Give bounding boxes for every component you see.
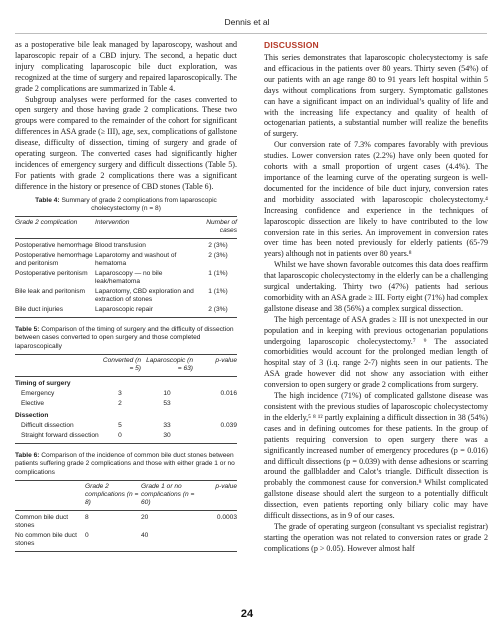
table-cell: Blood transfusion (95, 242, 146, 250)
table-cell: Elective (21, 399, 45, 407)
table-section-row (15, 409, 237, 422)
table-cell: Postoperative hemorrhage (15, 242, 93, 250)
table-cell: 1 (1%) (208, 270, 228, 278)
table-cell: 0 (85, 531, 141, 551)
column-header: Laparoscopic (n = 63) (141, 354, 193, 376)
header-rule (15, 33, 487, 34)
table-row (15, 422, 237, 432)
table-cell: 2 (3%) (199, 306, 237, 318)
table-6-grid (15, 480, 237, 552)
table-cell: Laparotomy, CBD exploration and extraction of stones (95, 288, 194, 304)
table-4-caption (15, 197, 237, 216)
table-cell: 20 (141, 513, 149, 521)
table-section-row (15, 376, 237, 389)
body-paragraph: Our conversion rate of 7.3% compares favorably with previous studies. Lower conversion rates (2.2%) have only been quoted for cohorts with a small proportion of urgent cases (4.4%). The importance of the learning curve of the operating surgeon is well-documented for the incidence of bile duct injury, conversion rates and morbidity associated with laparoscopic cholecystectomy.⁴ Increasing confidence and experience in the techniques of laparoscopic dissection are likely to have contributed to the low conversion rate in this series. An improvement in conversion rates over time has been noted previously for elderly patients (65-79 years) although not in patients over 80 years.⁸ (264, 140, 488, 259)
table-cell (193, 432, 237, 444)
table-5-caption-text: Comparison of the timing of surgery and the difficulty of dissection between cases converted to open surgery and those completed laparoscopically (15, 326, 234, 350)
table-cell: 2 (118, 399, 122, 407)
table-6-caption (15, 452, 237, 480)
table-cell: 30 (141, 432, 193, 444)
table-cell: Laparotomy and washout of hematoma (95, 252, 177, 268)
table-header-row (15, 354, 237, 376)
column-header: Number of cases (199, 217, 237, 239)
table-6-label: Table 6: (15, 452, 40, 460)
table-cell: 53 (163, 399, 171, 407)
table-row (15, 252, 237, 270)
table-cell: 0.039 (220, 422, 237, 430)
table-cell: Postoperative hemorrhage and peritonism (15, 252, 93, 268)
table-cell: 0.0003 (216, 513, 237, 521)
column-header: Converted (n = 5) (99, 354, 141, 376)
body-paragraph: The high percentage of ASA grades ≥ III is not unexpected in our population and in keeping with previous octogenarian populations undergoing laparoscopic cholecystectomy.⁷ ⁹ The associated comorbidities would account for the prolonged median length of hospital stay of 3 (i.q. range 2-7) nights seen in our patients. The ASA grade however did not show any association with either conversion to open surgery or grade 2 complications from surgery. (264, 314, 488, 390)
body-paragraph: as a postoperative bile leak managed by laparoscopy, washout and laparoscopic repair of a CBD injury. The second, a hepatic duct injury complicating laparoscopic bile duct exploration, was recognized at the time of surgery and repaired laparoscopically. The grade 2 complications are summarized in Table 4. (15, 40, 237, 93)
table-cell: Laparoscopy — no bile leak/hematoma (95, 270, 163, 286)
body-paragraph: Subgroup analyses were performed for the cases converted to open surgery and those having grade 2 complications. These two groups were compared to the remainder of the cohort for significant differences in ASA grade (≥ III), age, sex, complications of gallstone disease, difficulty of dissection, timing of surgery and grade of operating surgeon. The converted cases had significantly higher incidences of emergency surgery and difficult dissections (Table 5). For patients with grade 2 complications there was a significant difference in the history or presence of CBD stones (Table 6). (15, 94, 237, 191)
table-cell: 0 (99, 432, 141, 444)
column-header: Grade 1 or no complications (n = 60) (141, 480, 199, 510)
body-paragraph: The grade of operating surgeon (consultant vs specialist registrar) starting the operation was not related to conversion rates or grade 2 complications (p > 0.05). However almost half (264, 521, 488, 553)
table-row (15, 288, 237, 306)
table-5-label: Table 5: (15, 326, 40, 334)
section-heading-discussion: DISCUSSION (264, 40, 319, 50)
table-cell: 40 (141, 531, 199, 551)
table-cell: 3 (118, 389, 122, 397)
body-paragraph: Whilst we have shown favorable outcomes this data does reaffirm that laparoscopic cholecystectomy in the elderly can be a challenging surgical undertaking. Thirty two (47%) patients had serious comorbidity with an ASA grade ≥ III. Forty eight (71%) had complex gallstone disease and 38 (56%) a complex surgical dissection. (264, 260, 488, 313)
table-cell: 10 (163, 389, 171, 397)
table-cell: 2 (3%) (208, 252, 228, 260)
column-header: p-value (193, 354, 237, 376)
table-row (15, 531, 237, 551)
table-row (15, 239, 237, 252)
table-cell: Common bile duct stones (15, 513, 69, 529)
table-cell: No common bile duct stones (15, 531, 85, 551)
table-header-row (15, 217, 237, 239)
table-6 (15, 452, 237, 552)
table-cell: Straight forward dissection (15, 432, 99, 444)
table-4-label: Table 4: (35, 196, 60, 204)
table-cell: Bile leak and peritonism (15, 288, 86, 296)
table-cell (193, 399, 237, 409)
right-column (264, 40, 488, 555)
column-header: Grade 2 complications (n = 8) (85, 480, 141, 510)
column-header: Grade 2 complication (15, 217, 95, 239)
table-cell: Laparoscopic repair (95, 306, 199, 318)
table-header-row (15, 480, 237, 510)
column-header: p-value (199, 480, 237, 510)
table-row (15, 389, 237, 399)
table-cell: 1 (1%) (208, 288, 228, 296)
table-5-caption (15, 326, 237, 354)
running-header: Dennis et al (224, 17, 270, 27)
table-cell: 8 (85, 513, 89, 521)
table-section-title: Dissection (15, 412, 49, 420)
table-cell: Bile duct injuries (15, 306, 95, 318)
table-6-caption-text: Comparison of the incidence of common bile duct stones between patients suffering grade 2 complications and those with either grade 1 or no complications (15, 452, 235, 476)
column-header (15, 354, 99, 376)
table-cell (199, 531, 237, 551)
table-row (15, 270, 237, 288)
table-5-grid (15, 354, 237, 445)
column-header: Intervention (95, 217, 199, 239)
table-cell: 2 (3%) (208, 242, 228, 250)
table-cell: Difficult dissection (21, 422, 74, 430)
body-paragraph: The high incidence (71%) of complicated gallstone disease was consistent with the previous studies of laparoscopic cholecystectomy in the elderly,⁵ ⁸ ¹² partly explaining a difficult dissection in 38 (54%) cases and in defining outcomes for these patients. In the group of patients requiring conversion to open surgery there was a significantly increased number of emergency procedures (p = 0.016) and difficult dissections (p = 0.039) with dense adhesions or scarring around the gallbladder and Calot’s triangle. Difficult dissection is probably the commonest cause for conversion.⁸ Whilst complicated gallstone disease should alert the surgeon to a potentially difficult dissection, even patients reporting only biliary colic may have difficult dissections, as in 9 of our cases. (264, 391, 488, 521)
table-cell: Emergency (21, 389, 55, 397)
table-4 (15, 197, 237, 318)
page-number: 24 (240, 608, 254, 620)
column-header (15, 480, 85, 510)
left-column (15, 40, 237, 552)
table-section-title: Timing of surgery (15, 379, 71, 387)
table-row (15, 306, 237, 318)
table-cell: 5 (118, 422, 122, 430)
table-5 (15, 326, 237, 444)
table-row (15, 432, 237, 444)
table-cell: Postoperative peritonism (15, 270, 88, 278)
table-cell: 33 (163, 422, 171, 430)
table-4-grid (15, 216, 237, 318)
table-cell: 0.016 (220, 389, 237, 397)
table-4-caption-text: Summary of grade 2 complications from laparoscopic cholecystectomy (n = 8) (59, 196, 217, 212)
table-row (15, 399, 237, 409)
body-paragraph: This series demonstrates that laparoscopic cholecystectomy is safe and efficacious in the patients over 80 years. Thirty seven (54%) of our patients with an age range 80 to 91 years left hospital within 5 days without complications from surgery. Symptomatic gallstones can have a significant impact on an individual’s quality of life and with the increasing life expectancy and quality of health of octogenarian patients, a substantial number will realize the benefits of surgery. (264, 53, 488, 139)
table-row (15, 510, 237, 531)
